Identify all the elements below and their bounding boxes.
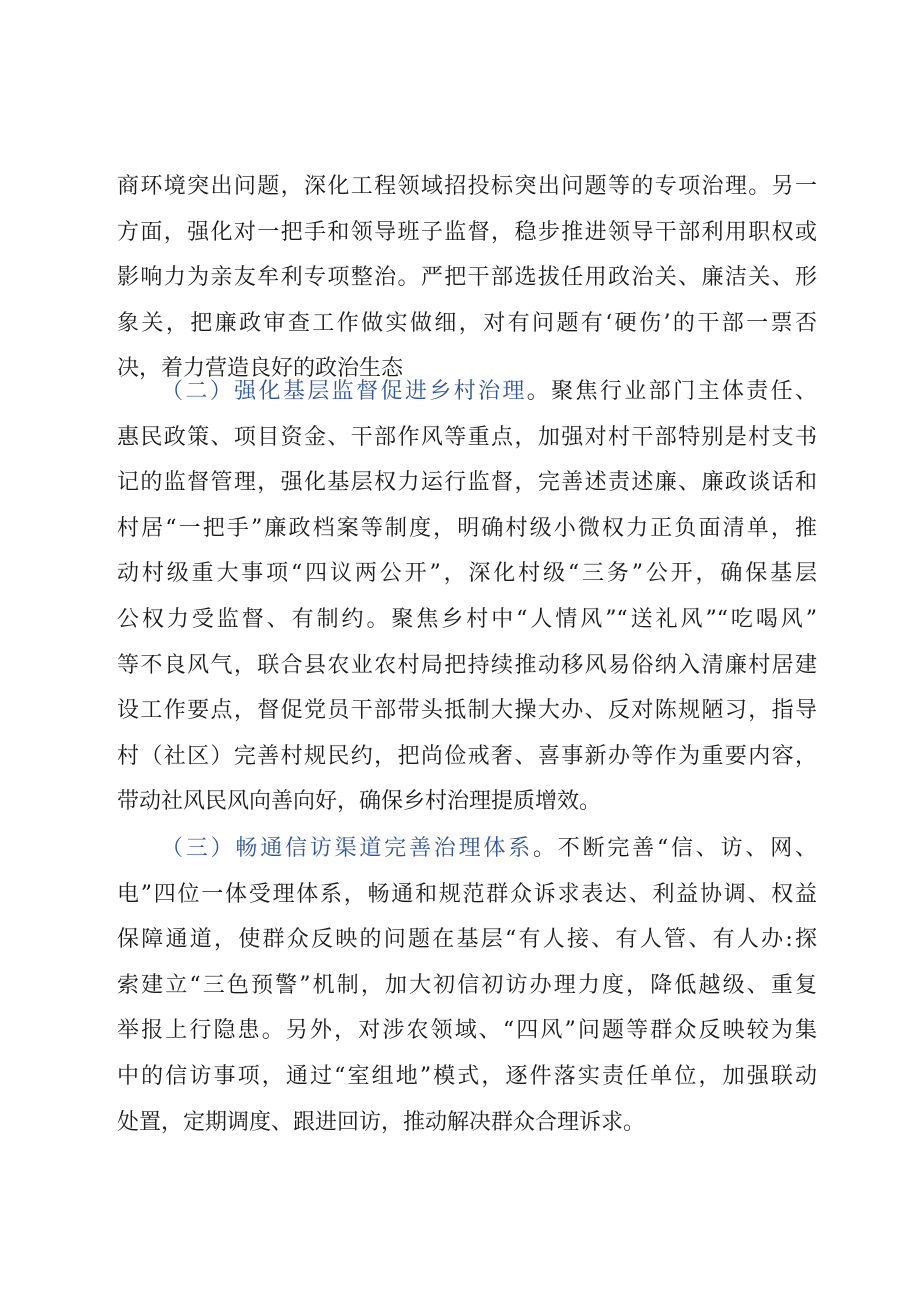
paragraph-line: 举报上行隐患。另外，对涉农领域、“四风”问题等群众反映较为集: [117, 1018, 817, 1044]
paragraph-line: 等不良风气，联合县农业农村局把持续推动移风易俗纳入清廉村居建: [117, 652, 817, 678]
paragraph-line: 设工作要点，督促党员干部带头抵制大操大办、反对陈规陋习，指导: [117, 698, 817, 724]
paragraph-line: 保障通道，使群众反映的问题在基层“有人接、有人管、有人办:探: [117, 927, 817, 953]
paragraph-line: 索建立“三色预警”机制，加大初信初访办理力度，降低越级、重复: [117, 972, 817, 998]
paragraph-line: 公权力受监督、有制约。聚焦乡村中“人情风”“送礼风”“吃喝风”: [117, 606, 817, 632]
section-heading: （三）畅通信访渠道完善治理体系: [161, 836, 533, 861]
paragraph-first-line: [117, 369, 817, 415]
paragraph-2: [117, 369, 817, 825]
paragraph-first-line: [117, 826, 817, 872]
heading-trailing-text: 。聚焦行业部门主体责任、: [526, 379, 817, 404]
paragraph-line: 电”四位一体受理体系，畅通和规范群众诉求表达、利益协调、权益: [117, 881, 817, 907]
paragraph-line: 中的信访事项，通过“室组地”模式，逐件落实责任单位，加强联动: [117, 1063, 817, 1089]
paragraph-line: 记的监督管理，强化基层权力运行监督，完善述责述廉、廉政谈话和: [117, 470, 817, 496]
paragraph-line: 处置，定期调度、跟进回访，推动解决群众合理诉求。: [117, 1109, 646, 1135]
section-heading: （二）强化基层监督促进乡村治理: [161, 379, 527, 404]
paragraph-line: 带动社风民风向善向好，确保乡村治理提质增效。: [117, 789, 602, 815]
heading-trailing-text: 。不断完善“信、访、网、: [532, 836, 817, 861]
paragraph-line: 象关，把廉政审查工作做实做细，对有问题有‘硬伤’的干部一票否: [117, 310, 817, 336]
paragraph-3: [117, 826, 817, 1145]
paragraph-line: 商环境突出问题，深化工程领域招投标突出问题等的专项治理。另一: [117, 174, 817, 199]
paragraph-line: 影响力为亲友牟利专项整治。严把干部选拔任用政治关、廉洁关、形: [117, 265, 817, 291]
paragraph-line: 决，着力营造良好的政治生态: [117, 356, 404, 382]
paragraph-line: 惠民政策、项目资金、干部作风等重点，加强对村干部特别是村支书: [117, 424, 817, 450]
paragraph-line: 方面，强化对一把手和领导班子监督，稳步推进领导干部利用职权或: [117, 219, 817, 245]
paragraph-line: 村居“一把手”廉政档案等制度，明确村级小微权力正负面清单，推: [117, 515, 817, 541]
paragraph-line: 动村级重大事项“四议两公开”，深化村级“三务”公开，确保基层: [117, 561, 817, 587]
paragraph-1: [117, 164, 817, 392]
paragraph-line: 村（社区）完善村规民约，把尚俭戒奢、喜事新办等作为重要内容，: [117, 743, 817, 769]
